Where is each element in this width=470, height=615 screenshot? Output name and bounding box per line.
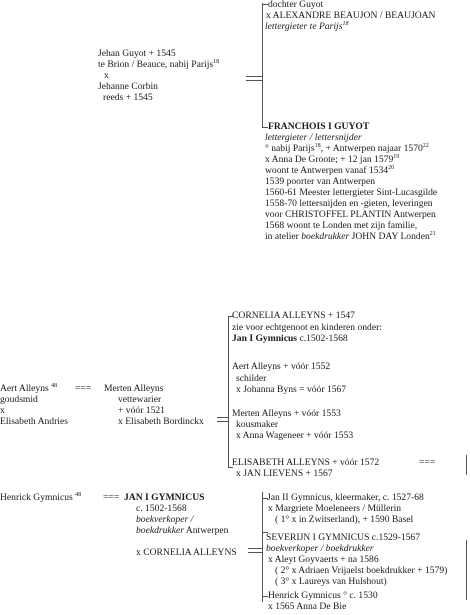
- footnote-ref: 19: [393, 153, 400, 160]
- jan-profession2: [136, 525, 228, 536]
- marriage-mark: x: [0, 405, 5, 416]
- henrick-gymnicus: [0, 492, 81, 503]
- franchois-marriage-text: x Anna De Groote; + 12 jan 1579: [265, 154, 394, 165]
- merten-alleyns-father: Merten Alleyns: [104, 383, 164, 394]
- gymnicus-right-line: [466, 540, 467, 600]
- jan2-note: ( 1° x in Zwitserland), + 1590 Basel: [275, 514, 414, 525]
- franchois-line8: voor CHRISTOFFEL PLANTIN Antwerpen: [265, 209, 436, 220]
- henrick-name: Henrick Gymnicus: [0, 492, 73, 503]
- franchois-line6: 1560-61 Meester lettergieter Sint-Lucasgilde: [265, 187, 438, 198]
- merten-son-profession: kousmaker: [236, 419, 279, 430]
- alleyns-connector-text: ===: [75, 383, 92, 394]
- severijn-gymnicus: SEVERIJN I GYMNICUS c.1529-1567: [266, 532, 421, 543]
- footnote-ref: 48: [75, 491, 82, 498]
- elisabeth-connector: ===: [419, 457, 436, 468]
- jehanne-corbin: Jehanne Corbin: [98, 81, 158, 92]
- jan-marriage: x CORNELIA ALLEYNS: [136, 547, 237, 558]
- gymnicus-connector: [248, 548, 262, 553]
- henrick-son-marriage: x 1565 Anna De Bie: [268, 601, 347, 612]
- alexandre-beaujon: x ALEXANDRE BEAUJON / BEAUJOAN: [266, 10, 436, 21]
- aert-alleyns-goudsmid: [0, 383, 57, 394]
- franchois-line10: [265, 231, 436, 242]
- guyot-connector: [246, 76, 262, 81]
- footnote-ref: 20: [388, 164, 395, 171]
- jan-profession1: boekverkoper /: [136, 514, 194, 525]
- footnote-ref: 18: [342, 20, 349, 27]
- franchois-residence-text: woont te Antwerpen vanaf 1534: [265, 165, 389, 176]
- jehanne-death: reeds + 1545: [103, 92, 153, 103]
- jan-lievens: x JAN LIEVENS + 1567: [236, 468, 333, 479]
- cornelia-ref-name: Jan I Gymnicus: [232, 333, 298, 344]
- jehan-birthplace: [98, 59, 219, 70]
- severijn-profession: boekverkoper / boekdrukker: [266, 543, 374, 554]
- franchois-guyot-name: FRANCHOIS I GUYOT: [268, 121, 370, 132]
- franchois-line10-pre: in atelier: [265, 231, 302, 242]
- guyot-bracket-line: [262, 3, 263, 128]
- aert-name: Aert Alleyns: [0, 383, 49, 394]
- franchois-birth: [265, 143, 429, 154]
- merten-profession: vettewarier: [118, 394, 162, 405]
- gymnicus-connector-text: ===: [103, 492, 120, 503]
- franchois-residence: [265, 165, 394, 176]
- franchois-line10-post: JOHN DAY Londen: [349, 231, 430, 242]
- gymnicus-bracket-line: [262, 492, 263, 602]
- alleyns-bracket-line: [228, 316, 229, 468]
- franchois-line7: 1558-70 lettersnijden en -gieten, leveringen: [265, 198, 433, 209]
- franchois-profession: lettergieter / lettersnijder: [265, 132, 362, 143]
- severijn-marriage: x Aleyt Goyvaerts + na 1586: [268, 554, 379, 565]
- franchois-line5: 1539 poorter van Antwerpen: [265, 176, 376, 187]
- franchois-marriage: [265, 154, 399, 165]
- cornelia-alleyns: CORNELIA ALLEYNS + 1547: [232, 310, 355, 321]
- footnote-ref: 22: [422, 142, 429, 149]
- aert-son-marriage: x Johanna Byns = vóór 1567: [236, 384, 347, 395]
- franchois-line9: 1568 woont te Londen met zijn familie,: [265, 220, 418, 231]
- footnote-ref: 18: [314, 142, 321, 149]
- cornelia-see: zie voor echtgenoot en kinderen onder:: [232, 322, 382, 333]
- henrick-gymnicus-son: Henrick Gymnicus ° c. 1530: [268, 590, 378, 601]
- merten-son-marriage: x Anna Wageneer + vóór 1553: [236, 430, 354, 441]
- aert-alleyns-schilder: Aert Alleyns + vóór 1552: [232, 361, 331, 372]
- aert-son-profession: schilder: [236, 373, 267, 384]
- cornelia-ref: [232, 333, 348, 344]
- dochter-guyot: dochter Guyot: [268, 0, 324, 10]
- marriage-mark: x: [104, 70, 109, 81]
- footnote-ref: 18: [213, 58, 220, 65]
- footnote-ref: 48: [51, 382, 58, 389]
- franchois-birth-post: , + Antwerpen najaar 1570: [320, 143, 423, 154]
- cornelia-ref-dates: c.1502-1568: [297, 333, 348, 344]
- beaujon-profession-text: lettergieter te Parijs: [265, 21, 343, 32]
- jan-profession2-italic: boekdrukker: [136, 525, 184, 536]
- beaujon-profession: [265, 21, 348, 32]
- merten-marriage: x Elisabeth Bordinckx: [118, 416, 204, 427]
- jan-i-gymnicus: JAN I GYMNICUS: [124, 492, 205, 503]
- severijn-note1: ( 2° x Adriaen Vrijaelst boekdrukker + 1579): [275, 565, 448, 576]
- jehan-guyot: Jehan Guyot + 1545: [98, 48, 176, 59]
- jan-ii-gymnicus: Jan II Gymnicus, kleermaker, c. 1527-68: [267, 492, 424, 503]
- jan2-marriage: x Margriete Moeleneers / Müllerin: [268, 503, 402, 514]
- elisabeth-andries: Elisabeth Andries: [0, 416, 68, 427]
- alleyns-connector: [217, 417, 228, 422]
- franchois-line10-italic: boekdrukker: [301, 231, 350, 242]
- jehan-birthplace-text: te Brion / Beauce, nabij Parijs: [98, 59, 214, 70]
- merten-alleyns-kousmaker: Merten Alleyns + vóór 1553: [232, 408, 341, 419]
- severijn-note2: ( 3° x Laureys van Hulshout): [275, 576, 387, 587]
- jan-dates: c. 1502-1568: [136, 503, 187, 514]
- merten-death: + vóór 1521: [118, 405, 165, 416]
- elisabeth-alleyns: ELISABETH ALLEYNS + vóór 1572: [232, 457, 380, 468]
- footnote-ref: 21: [429, 230, 436, 237]
- franchois-birth-pre: ° nabij Parijs: [265, 143, 315, 154]
- elisabeth-right-line: [466, 455, 467, 475]
- aert-profession: goudsmid: [0, 394, 38, 405]
- jan-profession2-post: Antwerpen: [183, 525, 229, 536]
